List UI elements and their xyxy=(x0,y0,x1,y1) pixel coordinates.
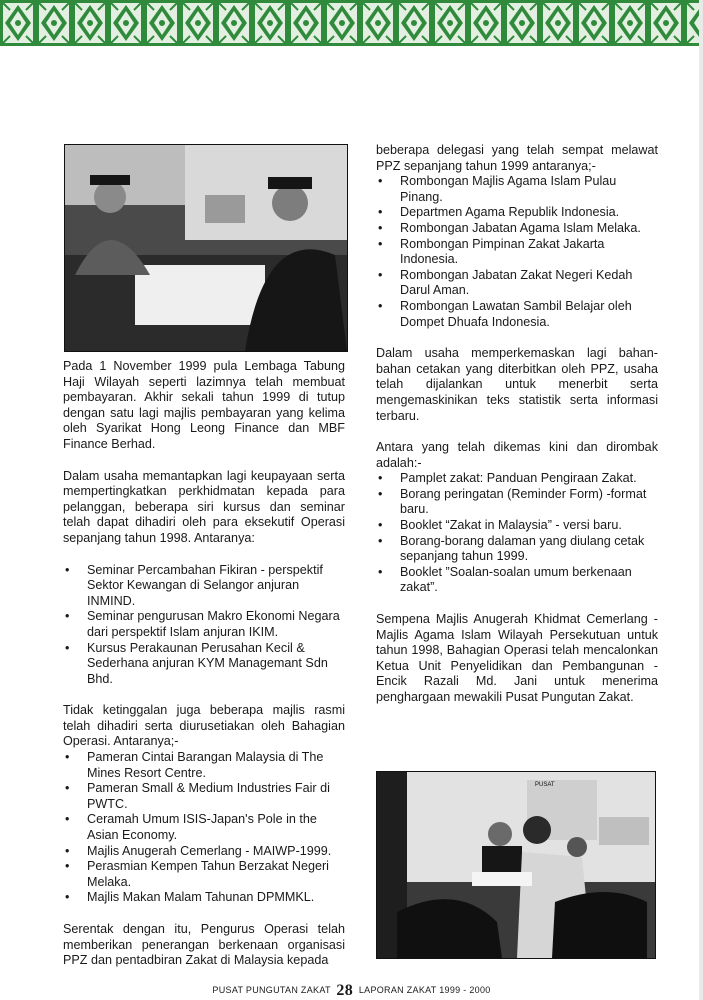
footer-organization: PUSAT PUNGUTAN ZAKAT xyxy=(212,985,331,995)
list-item: • Booklet “Zakat in Malaysia” - versi baru. xyxy=(376,518,658,534)
bullet-list xyxy=(376,174,658,330)
left-column xyxy=(63,359,345,969)
bullet-list xyxy=(376,471,658,596)
list-item: • Majlis Makan Malam Tahunan DPMMKL. xyxy=(63,890,345,906)
paragraph: Dalam usaha memperkemaskan lagi bahan-bahan cetakan yang diterbitkan oleh PPZ, usaha telah dijalankan untuk menerbit serta mengemaskinikan teks statistik serta informasi terbaru. xyxy=(376,346,658,423)
list-item: • Pameran Small & Medium Industries Fair di PWTC. xyxy=(63,781,345,812)
list-item: • Seminar Percambahan Fikiran - perspektif Sektor Kewangan di Selangor anjuran INMIND. xyxy=(63,563,345,610)
list-item: • Rombongan Pimpinan Zakat Jakarta Indonesia. xyxy=(376,237,658,268)
paragraph: Pada 1 November 1999 pula Lembaga Tabung Haji Wilayah seperti lazimnya telah membuat pembayaran. Akhir sekali tahun 1999 di tutup dengan satu lagi majlis pembayaran yang kelima oleh Syarikat Hong Leong Finance dan MBF Finance Berhad. xyxy=(63,359,345,451)
paragraph: Dalam usaha memantapkan lagi keupayaan serta mempertingkatkan perkhidmatan kepada para pelanggan, beberapa siri kursus dan seminar telah dapat dihadiri oleh para eksekutif Operasi sepanjang tahun 1998. Antaranya: xyxy=(63,468,345,545)
right-column xyxy=(376,143,658,706)
paragraph: Antara yang telah dikemas kini dan dirombak adalah:- xyxy=(376,440,658,470)
list-item: • Booklet ”Soalan-soalan umum berkenaan zakat”. xyxy=(376,565,658,596)
list-item: • Pamplet zakat: Panduan Pengiraan Zakat. xyxy=(376,471,658,487)
list-item: • Rombongan Jabatan Zakat Negeri Kedah Darul Aman. xyxy=(376,268,658,299)
list-item: • Pameran Cintai Barangan Malaysia di The Mines Resort Centre. xyxy=(63,750,345,781)
list-item: • Borang peringatan (Reminder Form) -format baru. xyxy=(376,487,658,518)
page-footer xyxy=(0,982,703,1000)
paragraph: beberapa delegasi yang telah sempat melawat PPZ sepanjang tahun 1999 antaranya;- xyxy=(376,143,658,173)
list-item: • Rombongan Majlis Agama Islam Pulau Pinang. xyxy=(376,174,658,205)
decorative-border xyxy=(0,0,703,46)
list-item: • Borang-borang dalaman yang diulang cetak sepanjang tahun 1999. xyxy=(376,534,658,565)
list-item: • Kursus Perakaunan Perusahan Kecil & Sederhana anjuran KYM Managemant Sdn Bhd. xyxy=(63,641,345,688)
footer-report-title: LAPORAN ZAKAT 1999 - 2000 xyxy=(358,985,491,995)
list-item: • Rombongan Jabatan Agama Islam Melaka. xyxy=(376,221,658,237)
list-item: • Rombongan Lawatan Sambil Belajar oleh Dompet Dhuafa Indonesia. xyxy=(376,299,658,330)
list-item: • Ceramah Umum ISIS-Japan's Pole in the Asian Economy. xyxy=(63,812,345,843)
list-item: • Seminar pengurusan Makro Ekonomi Negara dari perspektif Islam anjuran IKIM. xyxy=(63,609,345,640)
list-item: • Departmen Agama Republik Indonesia. xyxy=(376,205,658,221)
paragraph: Serentak dengan itu, Pengurus Operasi telah memberikan penerangan berkenaan organisasi PPZ dan pentadbiran Zakat di Malaysia kepada xyxy=(63,922,345,968)
list-item: • Majlis Anugerah Cemerlang - MAIWP-1999. xyxy=(63,844,345,860)
page-edge xyxy=(699,0,703,1000)
photo-officers-at-desk xyxy=(64,144,348,352)
paragraph: Sempena Majlis Anugerah Khidmat Cemerlang - Majlis Agama Islam Wilayah Persekutuan untuk tahun 1998, Bahagian Operasi telah mencalonkan Ketua Unit Penyelidikan dan Pembangunan - Encik Razali Md. Jani untuk menerima penghargaan mewakili Pusat Pungutan Zakat. xyxy=(376,612,658,704)
list-item: • Perasmian Kempen Tahun Berzakat Negeri Melaka. xyxy=(63,859,345,890)
border-pattern-icon xyxy=(0,0,703,46)
photo-office-meeting xyxy=(376,771,656,959)
wall-sign: PUSAT xyxy=(535,782,555,788)
page-number: 28 xyxy=(336,982,354,999)
bullet-list xyxy=(63,563,345,688)
paragraph: Tidak ketinggalan juga beberapa majlis rasmi telah dihadiri serta diurusetiakan oleh Bahagian Operasi. Antaranya;- xyxy=(63,703,345,749)
bullet-list xyxy=(63,750,345,906)
